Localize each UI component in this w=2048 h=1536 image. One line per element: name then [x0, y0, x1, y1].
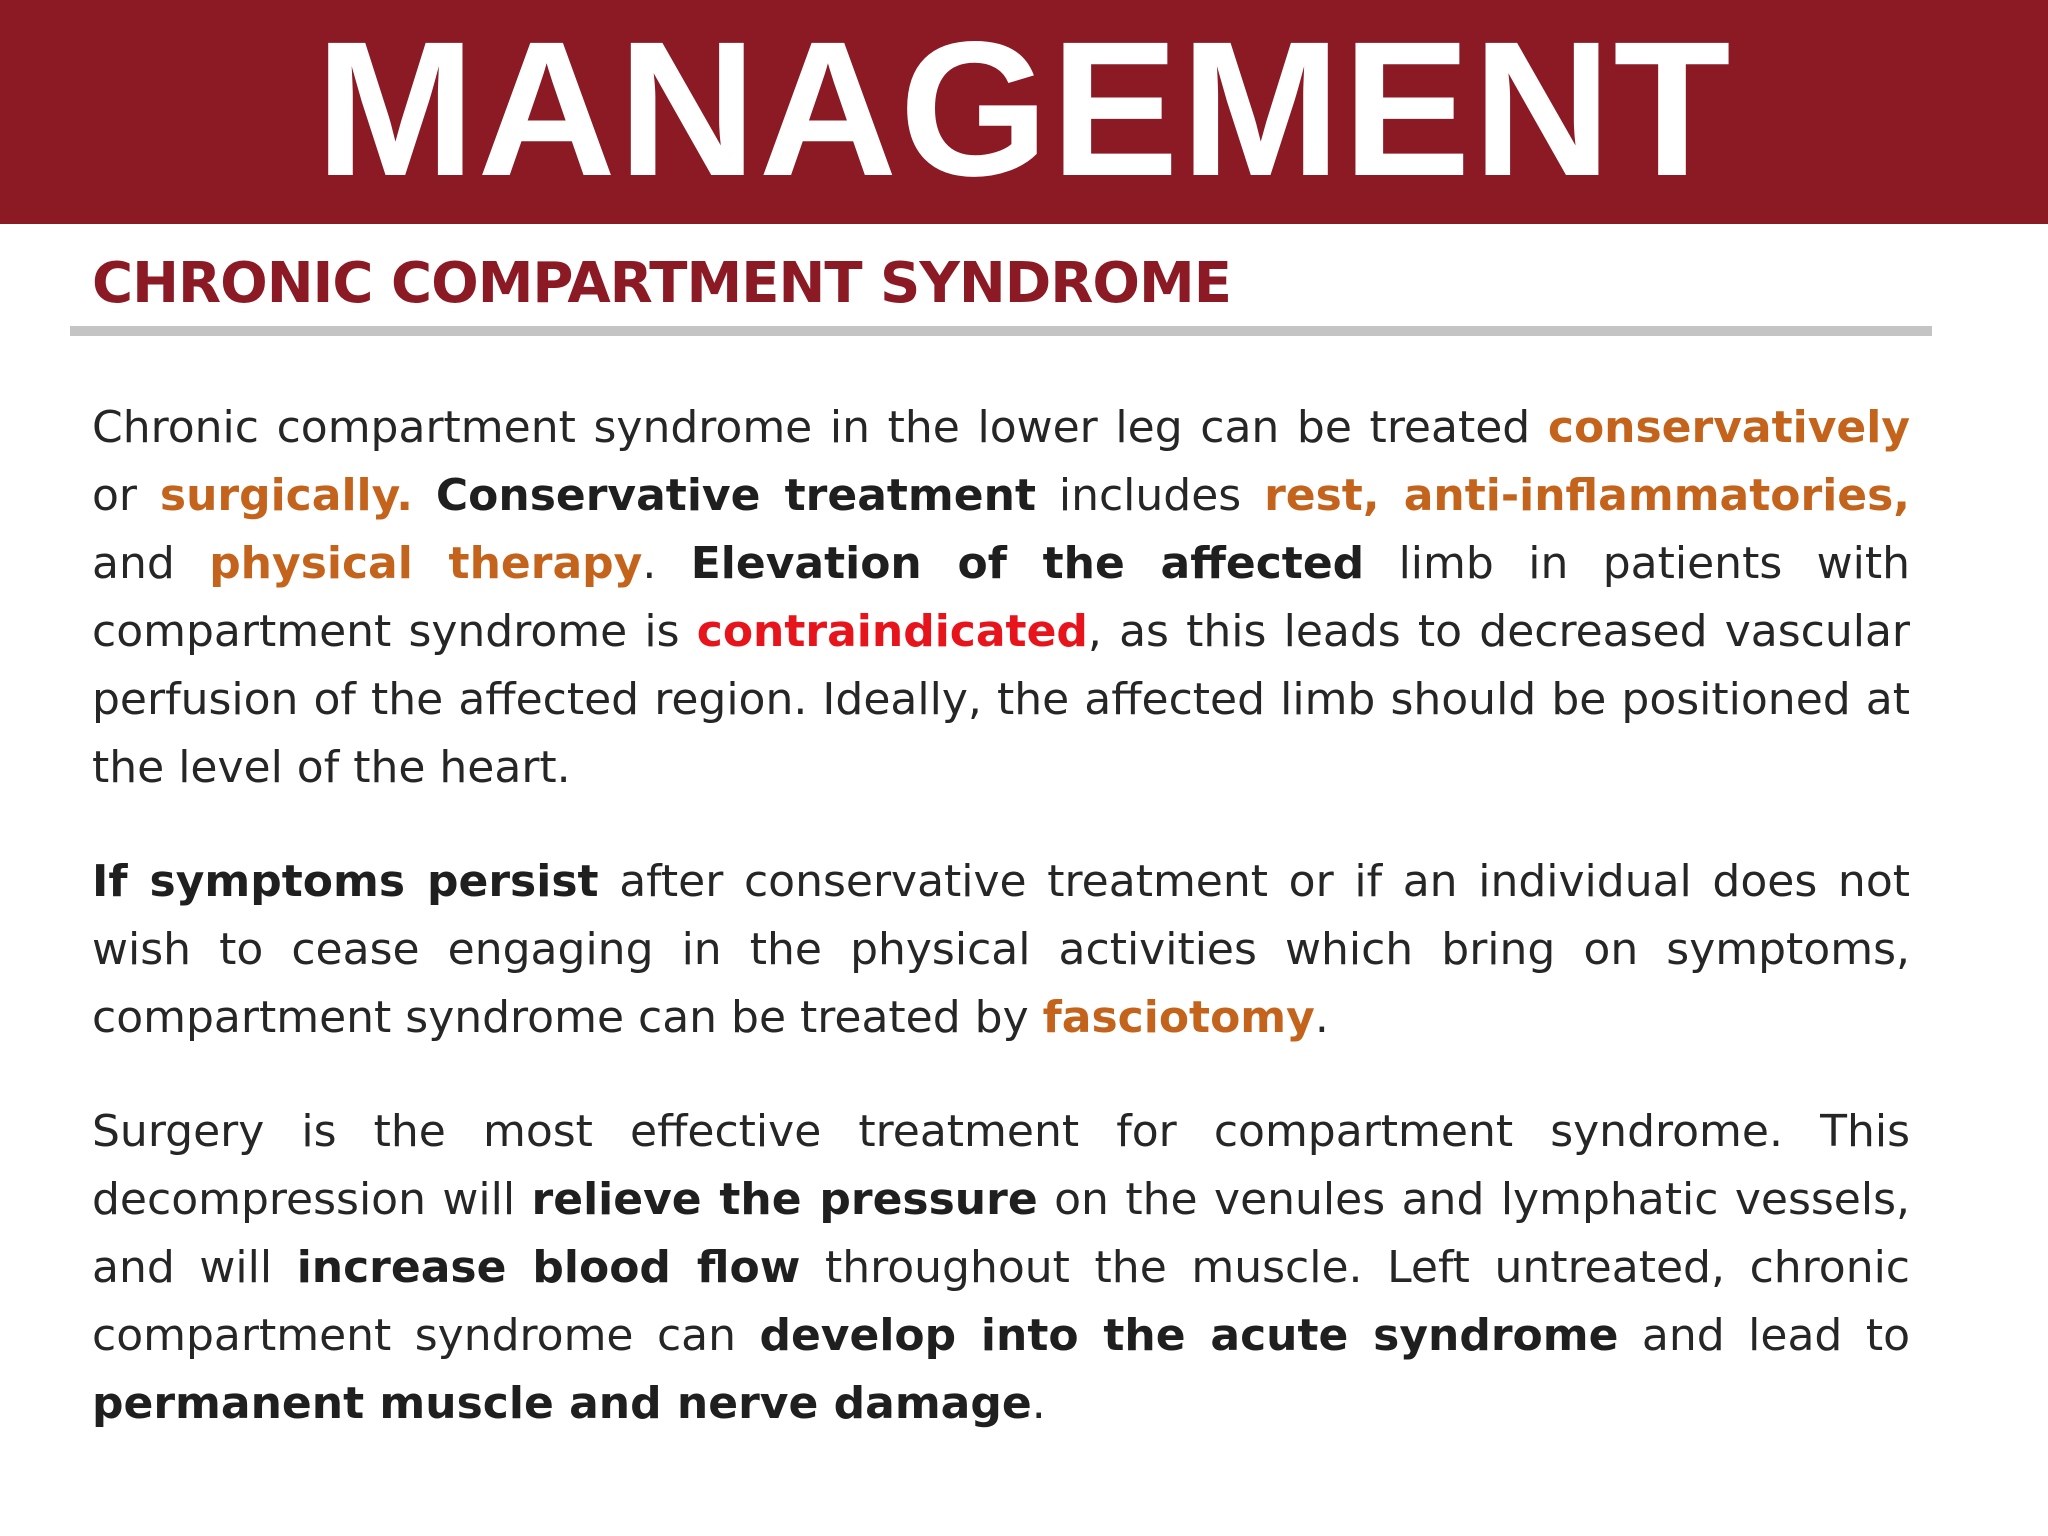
text-run: [413, 470, 436, 521]
paragraph-conservative-treatment: [92, 394, 1910, 802]
bold-text-run: develop into the acute syndrome: [759, 1310, 1619, 1361]
text-run: after conservative treatment or if an individual does not wish to cease engaging in the physical activities which bring on symptoms, compartment syndrome can be treated by: [92, 856, 1910, 1043]
bold-text-run: If symptoms persist: [92, 856, 599, 907]
section-heading: CHRONIC COMPARTMENT SYNDROME: [92, 251, 1231, 316]
bold-text-run: Elevation of the affected: [690, 538, 1365, 589]
body-content: [92, 394, 1910, 1438]
highlight-text-run: physical therapy: [209, 538, 643, 589]
paragraph-surgery: [92, 1098, 1910, 1438]
highlight-text-run: fasciotomy: [1042, 992, 1315, 1043]
bold-text-run: permanent muscle and nerve damage: [92, 1378, 1032, 1429]
highlight-text-run: rest, anti-inflammatories,: [1264, 470, 1911, 521]
bold-text-run: Conservative treatment: [435, 470, 1036, 521]
text-run: .: [642, 538, 691, 589]
text-run: .: [1031, 1378, 1046, 1429]
text-run: .: [1314, 992, 1329, 1043]
text-run: limb in patients with compartment syndrome is: [92, 538, 1910, 657]
text-run: Surgery is the most effective treatment for compartment syndrome. This decompression will: [92, 1106, 1910, 1225]
bold-text-run: increase blood flow: [296, 1242, 801, 1293]
highlight-text-run: conservatively: [1547, 402, 1910, 453]
text-run: on the venules and lymphatic vessels, and will: [92, 1174, 1911, 1293]
text-run: throughout the muscle. Left untreated, chronic compartment syndrome can: [92, 1242, 1911, 1361]
text-run: , as this leads to decreased vascular perfusion of the affected region. Ideally, the affected limb should be positioned at the level of the heart.: [92, 606, 1911, 793]
text-run: Chronic compartment syndrome in the lower leg can be treated: [92, 402, 1548, 453]
text-run: includes: [1035, 470, 1265, 521]
text-run: and: [92, 538, 210, 589]
bold-text-run: relieve the pressure: [531, 1174, 1038, 1225]
text-run: or: [92, 470, 160, 521]
warning-text-run: contraindicated: [696, 606, 1088, 657]
paragraph-fasciotomy: [92, 848, 1910, 1052]
header-band: [0, 0, 2048, 224]
text-run: and lead to: [1618, 1310, 1910, 1361]
heading-divider: [70, 326, 1932, 336]
highlight-text-run: surgically.: [159, 470, 413, 521]
slide-title: MANAGEMENT: [315, 1, 1733, 216]
